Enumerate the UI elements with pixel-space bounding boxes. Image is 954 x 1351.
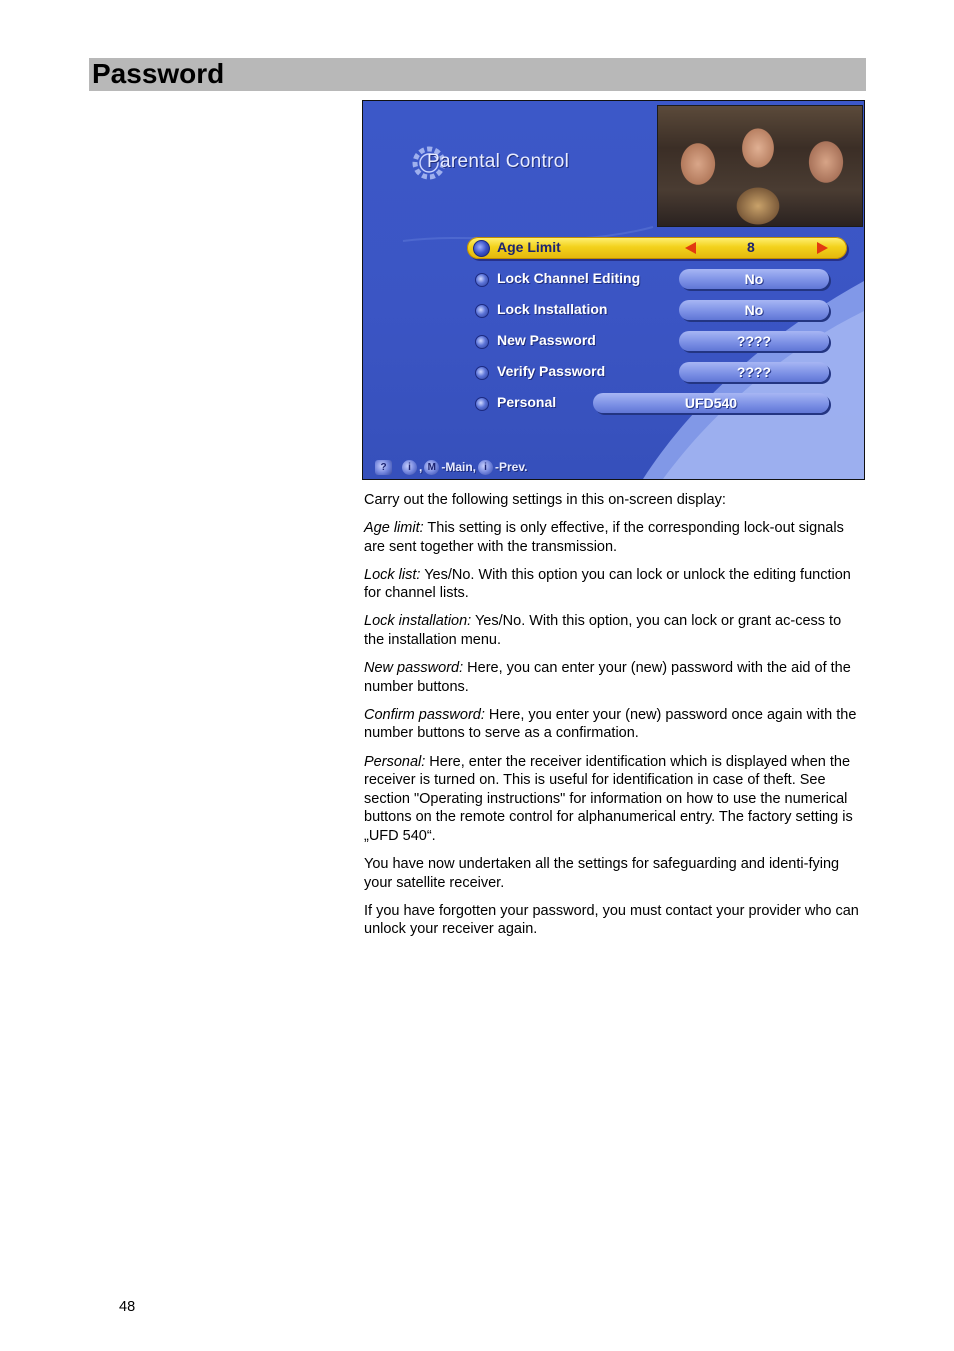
osd-screenshot [362,100,865,480]
paragraph: If you have forgotten your password, you must contact your provider who can unlock your receiver again. [364,902,859,938]
menu-row-new-password[interactable] [467,330,847,352]
bullet-icon [475,397,489,411]
paragraph: Carry out the following settings in this on-screen display: [364,492,726,508]
menu-row-personal[interactable] [467,392,847,414]
menu-row-label: Verify Password [497,363,606,379]
personal-id-field[interactable]: UFD540 [593,393,829,413]
menu-row-verify-password[interactable] [467,361,847,383]
menu-row-label: Age Limit [497,239,561,255]
paragraph-lock-installation: Lock installation: Yes/No. With this option, you can lock or grant ac-cess to the installation menu. [364,613,842,649]
menu-key-icon: M [424,460,439,475]
lock-installation-value[interactable]: No [679,300,829,320]
bullet-icon [475,366,489,380]
new-password-field[interactable]: ???? [679,331,829,351]
menu-row-age-limit[interactable] [467,237,847,259]
bullet-icon [473,240,490,257]
bullet-icon [475,335,489,349]
prev-hint-label: -Prev. [495,460,528,474]
verify-password-field[interactable]: ???? [679,362,829,382]
menu-row-label: Personal [497,394,557,410]
arrow-left-icon[interactable] [685,242,696,254]
paragraph-confirm-password: Confirm password: Here, you enter your (new) password once again with the number buttons to serve as a confirmation. [364,706,857,742]
menu-row-label: Lock Channel Editing [497,270,641,286]
page-number: 48 [119,1299,136,1315]
paragraph-personal: Personal: Here, enter the receiver identification which is displayed when the receiver is turned on. This is useful for identification in case of theft. See section "Operating instructions" for information on how to use the numerical buttons on the remote control for alphanumerical entry. The factory setting is „UFD 540“. [364,753,853,844]
paragraph-new-password: New password: Here, you can enter your (new) password with the aid of the number buttons. [364,660,851,695]
age-limit-value: 8 [747,239,755,255]
prev-key-icon: i [478,460,493,475]
section-heading-bar [89,58,866,91]
video-preview-image [657,105,863,227]
osd-footer-hints: ? i , M -Main, i -Prev. [375,458,527,476]
paragraph-age-limit: Age limit: This setting is only effective, if the corresponding lock-out signals are sent together with the transmission. [364,520,844,555]
osd-menu-title: Parental Control [427,151,570,172]
paragraph: You have now undertaken all the settings for safeguarding and identi-fying your satellite receiver. [364,856,840,891]
help-key-icon: ? [375,460,392,475]
main-hint-label: -Main, [441,460,477,474]
menu-row-label: New Password [497,332,596,348]
lock-channel-editing-value[interactable]: No [679,269,829,289]
bullet-icon [475,304,489,318]
bullet-icon [475,273,489,287]
menu-row-label: Lock Installation [497,301,608,317]
section-title: Password [92,58,225,89]
paragraph-lock-list: Lock list: Yes/No. With this option you can lock or unlock the editing function for channel lists. [364,566,851,602]
menu-row-lock-channel-editing[interactable] [467,268,847,290]
menu-row-lock-installation[interactable] [467,299,847,321]
info-key-icon: i [402,460,417,475]
body-text [364,491,864,948]
arrow-right-icon[interactable] [817,242,828,254]
